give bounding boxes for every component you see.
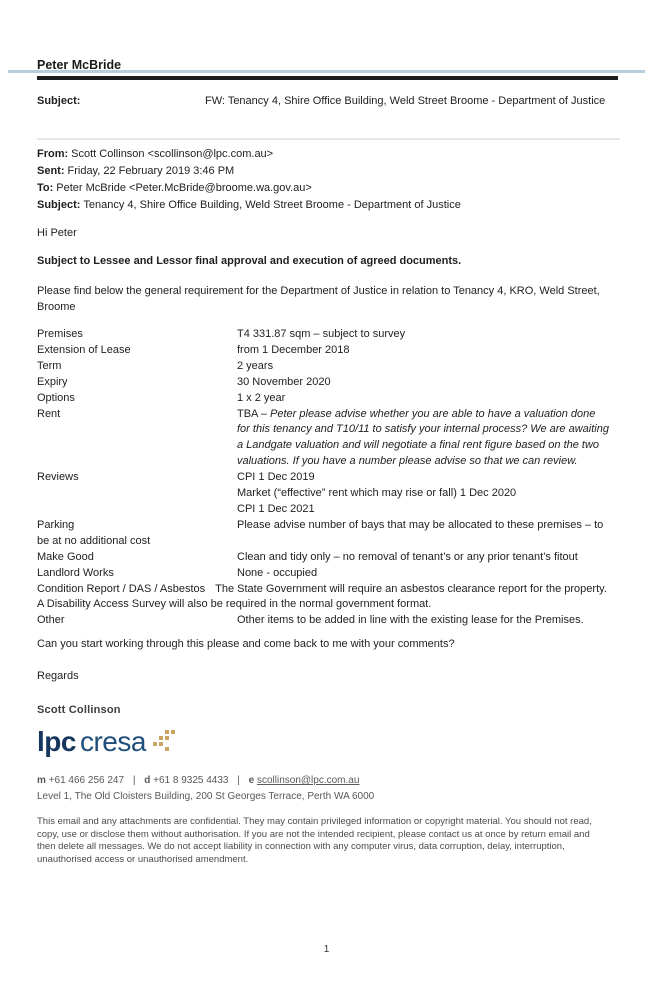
detail-label: Reviews [37,471,79,484]
separator: | [132,775,136,787]
detail-row [37,359,609,375]
lpc-cresa-logo [37,727,609,762]
mobile-number: +61 466 256 247 [48,775,125,787]
mobile-label: m [37,775,46,787]
detail-label: Options [37,391,75,404]
detail-label: Premises [37,328,83,340]
detail-label: Other [37,614,65,627]
detail-value: Other items to be added in line with the existing lease for the Premises. [237,614,584,627]
logo-lpc-text: lpc [37,726,76,758]
meta-sent-line [37,163,609,180]
detail-value: 30 November 2020 [237,375,331,388]
detail-value: 1 x 2 year [237,391,286,404]
detail-value: Please advise number of bays that may be allocated to these premises – to be at no additional cost [37,518,604,547]
detail-value: CPI 1 Dec 2019 Market (“effective” rent which may rise or fall) 1 Dec 2020 CPI 1 Dec 2021 [237,471,517,515]
email-meta-block [37,146,609,214]
signature-contact-line [37,774,609,788]
page-number: 1 [323,944,330,955]
logo-cresa-text: cresa [79,726,146,758]
detail-label: Expiry [37,375,68,388]
confidentiality-disclaimer: This email and any attachments are confidential. They may contain privileged information or copyright material. You should not read, copy, use or disclose them without authorisation. If you are not the intended recipient, please contact us at once by return email and then delete all messages. We do not accept liability in connection with any computer virus, data corruption, delay, interruption, unauthorised access or unauthorised amendment. [37,816,592,865]
detail-row [37,582,609,614]
approval-note: Subject to Lessee and Lessor final approval and execution of agreed documents. [37,255,462,267]
detail-row [37,343,609,359]
meta-from-line [37,146,609,163]
detail-label: Make Good [37,550,94,563]
detail-row [37,407,609,471]
detail-label: Landlord Works [37,566,114,579]
meta-to-line [37,180,609,197]
detail-row [37,470,609,518]
closing-question: Can you start working through this please and come back to me with your comments? [37,638,455,651]
detail-value: Clean and tidy only – no removal of tenant’s or any prior tenant’s fitout [237,550,578,563]
detail-value: None - occupied [237,566,318,579]
page-content [0,58,653,867]
detail-label: Rent [37,407,61,420]
from-label: From: [37,148,69,160]
intro-paragraph: Please find below the general requirement for the Department of Justice in relation to Tenancy 4, KRO, Weld Street, Broome [37,285,600,313]
detail-value: 2 years [237,359,274,372]
greeting: Hi Peter [37,227,77,239]
detail-row [37,613,609,629]
detail-row [37,391,609,407]
detail-row [37,518,609,550]
sent-value: Friday, 22 February 2019 3:46 PM [67,165,235,177]
header-divider [37,76,618,80]
logo-dots-icon [151,729,179,751]
detail-label: Condition Report / DAS / Asbestos [37,582,206,595]
subject-value: FW: Tenancy 4, Shire Office Building, Weld Street Broome - Department of Justice [205,95,606,107]
detail-value: from 1 December 2018 [237,343,350,356]
meta-subject-line [37,197,609,214]
detail-value: TBA – Peter please advise whether you are able to have a valuation done for this tenancy and T10/11 to satisfy your internal process? We are awaiting a Landgate valuation and will negotiate a final rent figure based on the two valuations. If you have a number please advise so that we can review. [237,407,609,468]
sent-label: Sent: [37,165,65,177]
sender-name: Scott Collinson [37,704,121,717]
detail-row [37,566,609,582]
detail-label: Parking [37,518,75,531]
direct-label: d [144,775,151,787]
meta-subject-label: Subject: [37,199,81,211]
from-value: Scott Collinson <scollinson@lpc.com.au> [71,148,274,160]
separator: | [237,775,240,787]
detail-value: The State Government will require an asbestos clearance report for the property. A Disability Access Survey will also be required in the normal government format. [37,582,607,611]
signoff: Regards [37,670,79,683]
to-label: To: [37,182,54,194]
lease-details [37,327,609,629]
meta-subject-value: Tenancy 4, Shire Office Building, Weld Street Broome - Department of Justice [83,199,461,211]
email-label: e [248,775,255,787]
subject-label: Subject: [37,95,81,107]
recipient-name-heading: Peter McBride [37,58,122,72]
meta-divider [37,138,620,140]
detail-row [37,327,609,343]
direct-number: +61 8 9325 4433 [153,775,229,787]
to-value: Peter McBride <Peter.McBride@broome.wa.gov.au> [56,182,312,194]
signature-address: Level 1, The Old Cloisters Building, 200 St Georges Terrace, Perth WA 6000 [37,791,375,803]
print-subject-row [37,93,609,109]
detail-row [37,550,609,566]
detail-label: Extension of Lease [37,343,131,356]
email-link[interactable]: scollinson@lpc.com.au [256,775,360,787]
printed-email-page [0,58,653,981]
detail-label: Term [37,359,62,372]
detail-value: T4 331.87 sqm – subject to survey [237,328,406,340]
detail-row [37,375,609,391]
